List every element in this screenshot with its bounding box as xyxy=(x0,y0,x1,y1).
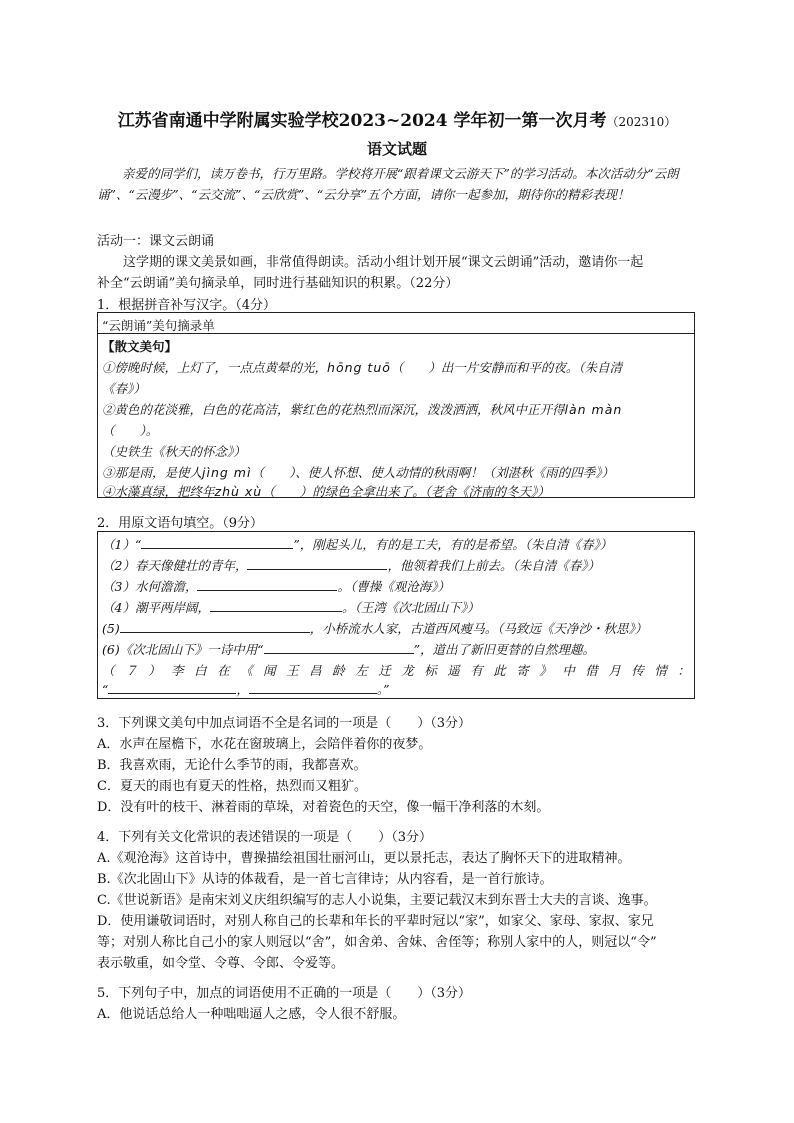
q5-label: 5．下列句子中，加点的词语使用不正确的一项是（ ）（3分） xyxy=(97,986,472,1001)
q1-sentence-1: ①傍晚时候，上灯了，一点点黄晕的光，hōng tuō（ ）出一片安静而和平的夜。（朱自清 xyxy=(102,360,623,375)
q1-box-title: “云朗诵”美句摘录单 xyxy=(102,318,215,333)
q2-fill-box xyxy=(97,531,695,699)
q4-option-d-line3: 表示敬重，如令堂、令尊、令郎、令爱等。 xyxy=(97,956,345,971)
q2-item-7: （ ７ ） 李 白 在 《 闻 王 昌 龄 左 迁 龙 标 遥 有 此 寄 》 中 借 月 传 情 ： xyxy=(102,663,690,678)
title-text: 江苏省南通中学附属实验学校2023~2024 学年初一第一次月考 xyxy=(117,111,607,131)
answer-blank[interactable] xyxy=(249,681,377,694)
answer-blank[interactable] xyxy=(197,578,337,591)
answer-blank[interactable] xyxy=(120,620,310,633)
q1-sentence-2-blank: （ ）。 xyxy=(102,423,159,438)
answer-blank[interactable] xyxy=(108,681,236,694)
q3-label: 3．下列课文美句中加点词语不全是名词的一项是（ ）（3分） xyxy=(97,716,472,731)
q4-option-b: B.《次北固山下》从诗的体裁看，是一首七言律诗；从内容看，是一首行旅诗。 xyxy=(97,872,553,887)
q1-sentence-4: ④水藻真绿，把终年zhù xù（ ）的绿色全拿出来了。（老舍《济南的冬天》） xyxy=(102,484,550,499)
q4-label: 4．下列有关文化常识的表述错误的一项是（ ）（3分） xyxy=(97,830,433,845)
q4-option-d-line1: D．使用谦敬词语时，对别人称自己的长辈和年长的平辈时冠以“家”，如家父、家母、家叔、家兄 xyxy=(97,914,654,929)
activity-desc-line2: 补全“云朗诵”美句摘录单，同时进行基础知识的积累。（22分） xyxy=(97,276,459,291)
q5-option-a: A．他说话总给人一种咄咄逼人之感，令人很不舒服。 xyxy=(97,1007,406,1022)
intro-text: 亲爱的同学们，读万卷书，行万里路。学校将开展“跟着课文云游天下”的学习活动。本次活动分“云朗诵”、“云漫步”、“云交流”、“云欣赏”、“云分享”五个方面，请你一起参加，期待你的精彩表现！ xyxy=(97,166,679,202)
q1-sentence-2-source: （史铁生《秋天的怀念》） xyxy=(102,444,246,459)
q2-item-1: （1）“ ”，刚起头儿，有的是工夫，有的是希望。（朱自清《春》） xyxy=(102,537,613,552)
exam-title xyxy=(0,106,794,131)
q4-option-d-line2: 等；对别人称比自己小的家人则冠以“舍”，如舍弟、舍妹、舍侄等；称别人家中的人，则冠以“令” xyxy=(97,935,657,950)
q2-item-6: (6)《次北固山下》一诗中用“ ”，道出了新旧更替的自然理趣。 xyxy=(102,642,596,657)
q2-item-3: （3）水何澹澹， 。（曹操《观沧海》） xyxy=(102,579,450,594)
q4-option-c: C.《世说新语》是南宋刘义庆组织编写的志人小说集，主要记载汉末到东晋士大夫的言谈、逸事。 xyxy=(97,893,657,908)
intro-paragraph xyxy=(97,163,695,205)
q4-option-a: A.《观沧海》这首诗中，曹操描绘祖国壮丽河山，更以景托志，表达了胸怀天下的进取精神。 xyxy=(97,851,631,866)
answer-blank[interactable] xyxy=(210,599,342,612)
pinyin-jingmi: jìng mì xyxy=(202,465,252,480)
pinyin-lanman: làn màn xyxy=(564,402,623,417)
answer-blank[interactable] xyxy=(141,536,293,549)
q2-item-5: (5) ，小桥流水人家，古道西风瘦马。（马致远《天净沙・秋思》） xyxy=(102,621,648,636)
exam-date: （202310） xyxy=(606,115,677,129)
exam-subtitle: 语文试题 xyxy=(366,140,427,158)
q1-label: 1．根据拼音补写汉字。（4分） xyxy=(97,298,277,313)
q2-item-2: （2）春天像健壮的青年， ，他领着我们上前去。（朱自清《春》） xyxy=(102,558,600,573)
q1-box-divider xyxy=(98,333,694,334)
answer-blank[interactable] xyxy=(264,641,414,654)
pinyin-zhuxu: zhù xù xyxy=(214,484,263,499)
q3-option-d: D．没有叶的枝干、淋着雨的草垛，对着瓷色的天空，像一幅干净利落的木刻。 xyxy=(97,800,550,815)
q1-sentence-2: ②黄色的花淡雅，白色的花高洁，紫红色的花热烈而深沉，泼泼洒洒，秋风中正开得làn màn xyxy=(102,402,623,417)
q1-sentence-3: ③那是雨，是使人jìng mì（ ）、使人怀想、使人动情的秋雨啊！（刘湛秋《雨的四季》） xyxy=(102,465,614,480)
q2-item-4: （4）潮平两岸阔， 。（王湾《次北固山下》） xyxy=(102,600,480,615)
q1-section-label: 【散文美句】 xyxy=(102,339,178,354)
q2-label: 2．用原文语句填空。（9分） xyxy=(97,516,264,531)
activity-desc-line1: 这学期的课文美景如画，非常值得朗读。活动小组计划开展“课文云朗诵”活动，邀请你一起 xyxy=(123,255,644,270)
pinyin-hongtuo: hōng tuō xyxy=(327,360,391,375)
q1-excerpt-box xyxy=(97,312,695,498)
q3-option-b: B．我喜欢雨，无论什么季节的雨，我都喜欢。 xyxy=(97,758,367,773)
activity-heading: 活动一：课文云朗诵 xyxy=(97,234,215,249)
answer-blank[interactable] xyxy=(247,557,387,570)
q1-sentence-1-source: 《春》） xyxy=(102,381,146,396)
q3-option-c: C．夏天的雨也有夏天的性格，热烈而又粗犷。 xyxy=(97,779,367,794)
q3-option-a: A．水声在屋檐下，水花在窗玻璃上，会陪伴着你的夜梦。 xyxy=(97,737,432,752)
q2-item-7-answer: “ ， 。” xyxy=(102,682,390,697)
